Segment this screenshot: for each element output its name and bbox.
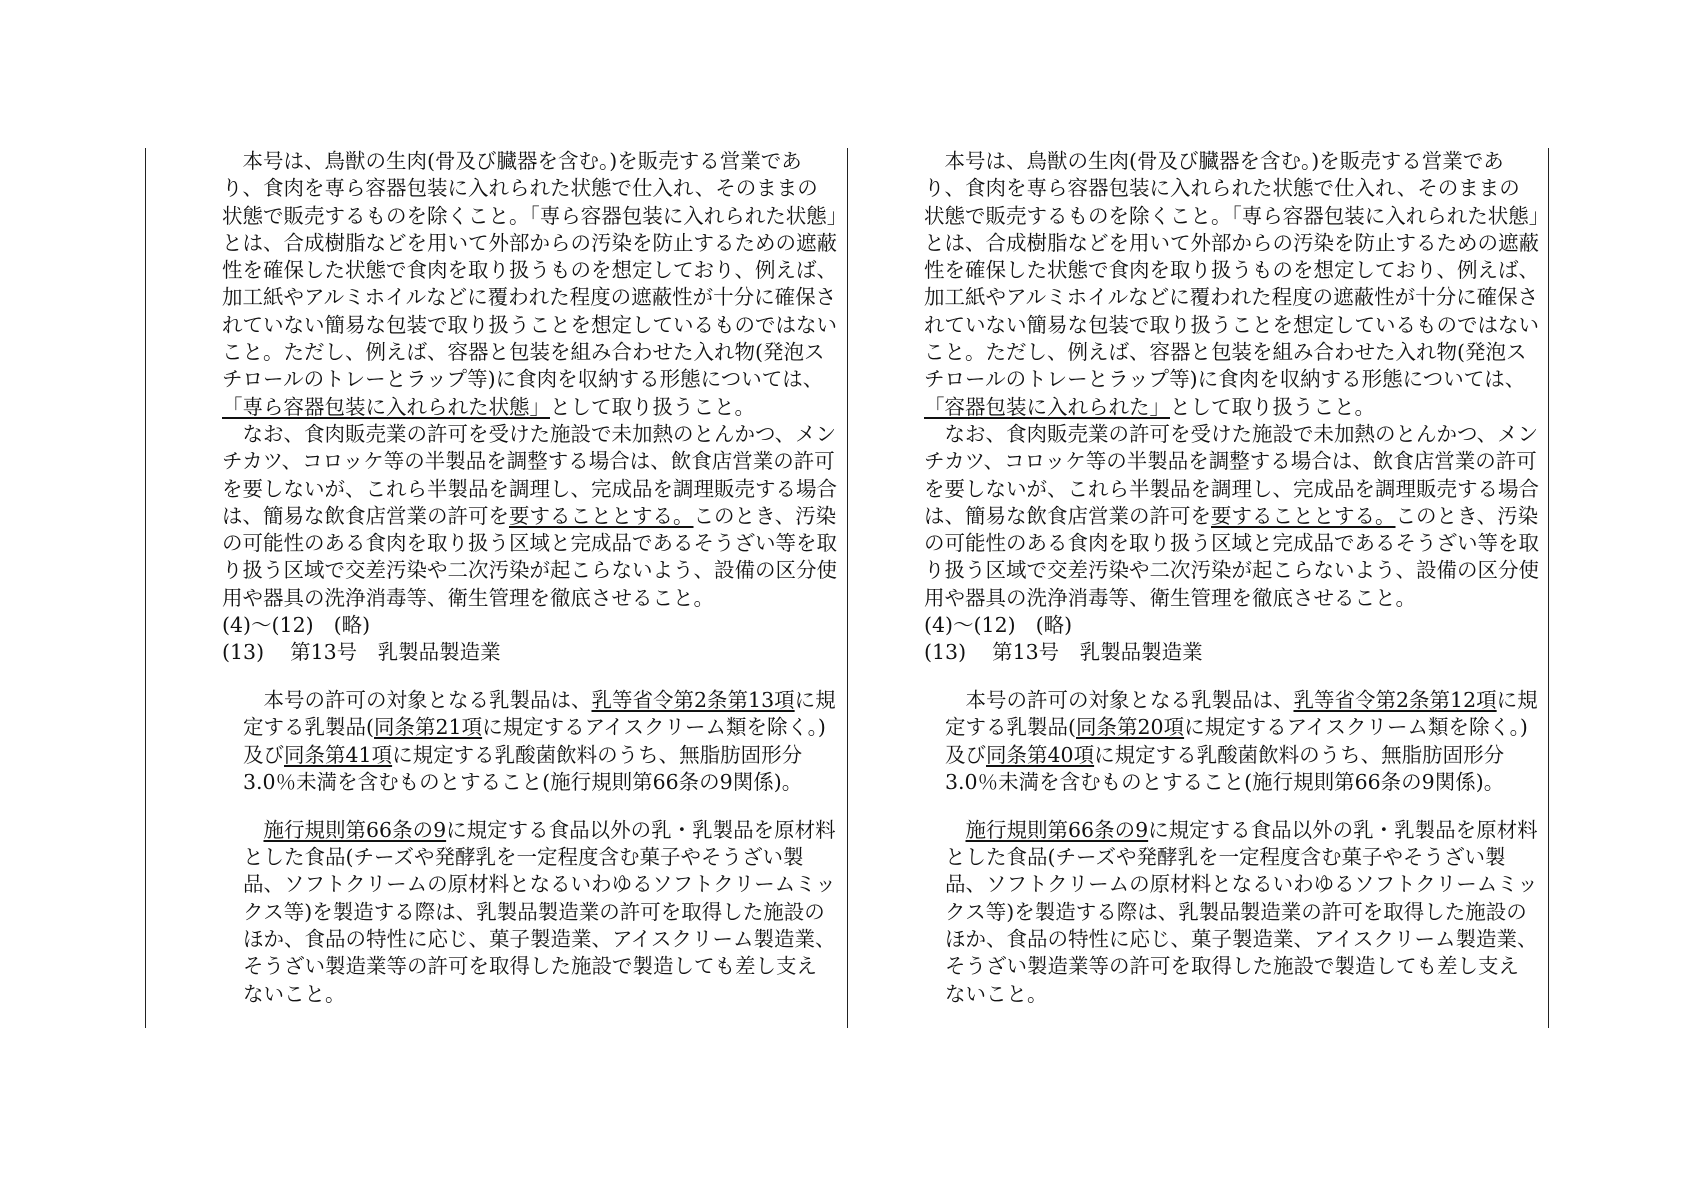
underlined-amendment: 「容器包装に入れられた」 (924, 394, 1170, 419)
left-column (222, 148, 837, 1028)
underlined-amendment: 同条第20項 (1076, 715, 1185, 740)
paragraph-dairy-products: 施行規則第66条の9に規定する食品以外の乳・乳製品を原材料とした食品(チーズや発酵乳を一定程度含む菓子やそうざい製品、ソフトクリームの原材料となるいわゆるソフトクリームミックス等)を製造する際は、乳製品製造業の許可を取得した施設のほか、食品の特性に応じ、菓子製造業、アイスクリーム製造業、そうざい製造業等の許可を取得した施設で製造しても差し支えないこと。 (243, 817, 836, 1006)
paragraph-dairy-scope: 本号の許可の対象となる乳製品は、乳等省令第2条第12項に規定する乳製品(同条第20項に規定するアイスクリーム類を除く。)及び同条第40項に規定する乳酸菌飲料のうち、無脂肪固形分3.0％未満を含むものとすること(施行規則第66条の9関係)。 (945, 688, 1538, 795)
item-13-heading: (13) 第13号 乳製品製造業 (924, 640, 1203, 665)
underlined-amendment: 乳等省令第2条第13項 (591, 688, 795, 713)
paragraph-semi-finished: なお、食肉販売業の許可を受けた施設で未加熱のとんかつ、メンチカツ、コロッケ等の半製品を調整する場合は、飲食店営業の許可を要しないが、これら半製品を調理し、完成品を調理販売する場合は、簡易な飲食店営業の許可を要することとする。このとき、汚染の可能性のある食肉を取り扱う区域と完成品であるそうざい等を取り扱う区域で交差汚染や二次汚染が起こらないよう、設備の区分使用や器具の洗浄消毒等、衛生管理を徹底させること。 (924, 421, 1539, 610)
underlined-amendment: 「専ら容器包装に入れられた状態」 (222, 394, 550, 419)
column-divider-left (145, 148, 146, 1028)
paragraph-meat-sales: 本号は、鳥獣の生肉(骨及び臓器を含む。)を販売する営業であり、食肉を専ら容器包装に入れられた状態で仕入れ、そのままの状態で販売するものを除くこと。「専ら容器包装に入れられた状態」とは、合成樹脂などを用いて外部からの汚染を防止するための遮蔽性を確保した状態で食肉を取り扱うものを想定しており、例えば、加工紙やアルミホイルなどに覆われた程度の遮蔽性が十分に確保されていない簡易な包装で取り扱うことを想定しているものではないこと。ただし、例えば、容器と包装を組み合わせた入れ物(発泡スチロールのトレーとラップ等)に食肉を収納する形態については、「専ら容器包装に入れられた状態」として取り扱うこと。 (222, 149, 837, 419)
column-divider-center (847, 148, 848, 1028)
paragraph-meat-sales: 本号は、鳥獣の生肉(骨及び臓器を含む。)を販売する営業であり、食肉を専ら容器包装に入れられた状態で仕入れ、そのままの状態で販売するものを除くこと。「専ら容器包装に入れられた状態」とは、合成樹脂などを用いて外部からの汚染を防止するための遮蔽性を確保した状態で食肉を取り扱うものを想定しており、例えば、加工紙やアルミホイルなどに覆われた程度の遮蔽性が十分に確保されていない簡易な包装で取り扱うことを想定しているものではないこと。ただし、例えば、容器と包装を組み合わせた入れ物(発泡スチロールのトレーとラップ等)に食肉を収納する形態については、「容器包装に入れられた」として取り扱うこと。 (924, 149, 1539, 419)
underlined-amendment: 同条第40項 (986, 742, 1095, 767)
paragraph-semi-finished: なお、食肉販売業の許可を受けた施設で未加熱のとんかつ、メンチカツ、コロッケ等の半製品を調整する場合は、飲食店営業の許可を要しないが、これら半製品を調理し、完成品を調理販売する場合は、簡易な飲食店営業の許可を要することとする。このとき、汚染の可能性のある食肉を取り扱う区域と完成品であるそうざい等を取り扱う区域で交差汚染や二次汚染が起こらないよう、設備の区分使用や器具の洗浄消毒等、衛生管理を徹底させること。 (222, 421, 837, 610)
right-column (924, 148, 1539, 1028)
underlined-amendment: 乳等省令第2条第12項 (1293, 688, 1497, 713)
item-4-12: (4)～(12) (略) (222, 613, 371, 638)
paragraph-dairy-scope: 本号の許可の対象となる乳製品は、乳等省令第2条第13項に規定する乳製品(同条第21項に規定するアイスクリーム類を除く。)及び同条第41項に規定する乳酸菌飲料のうち、無脂肪固形分3.0％未満を含むものとすること(施行規則第66条の9関係)。 (243, 688, 836, 795)
item-4-12: (4)～(12) (略) (924, 613, 1073, 638)
column-divider-right (1548, 148, 1549, 1028)
item-13-heading: (13) 第13号 乳製品製造業 (222, 640, 501, 665)
underlined-amendment: 要することとする。 (509, 503, 694, 528)
underlined-amendment: 同条第41項 (284, 742, 393, 767)
paragraph-dairy-products: 施行規則第66条の9に規定する食品以外の乳・乳製品を原材料とした食品(チーズや発酵乳を一定程度含む菓子やそうざい製品、ソフトクリームの原材料となるいわゆるソフトクリームミックス等)を製造する際は、乳製品製造業の許可を取得した施設のほか、食品の特性に応じ、菓子製造業、アイスクリーム製造業、そうざい製造業等の許可を取得した施設で製造しても差し支えないこと。 (945, 817, 1538, 1006)
underlined-amendment: 同条第21項 (374, 715, 483, 740)
underlined-amendment: 施行規則第66条の9 (263, 817, 447, 842)
underlined-amendment: 施行規則第66条の9 (965, 817, 1149, 842)
underlined-amendment: 要することとする。 (1211, 503, 1396, 528)
